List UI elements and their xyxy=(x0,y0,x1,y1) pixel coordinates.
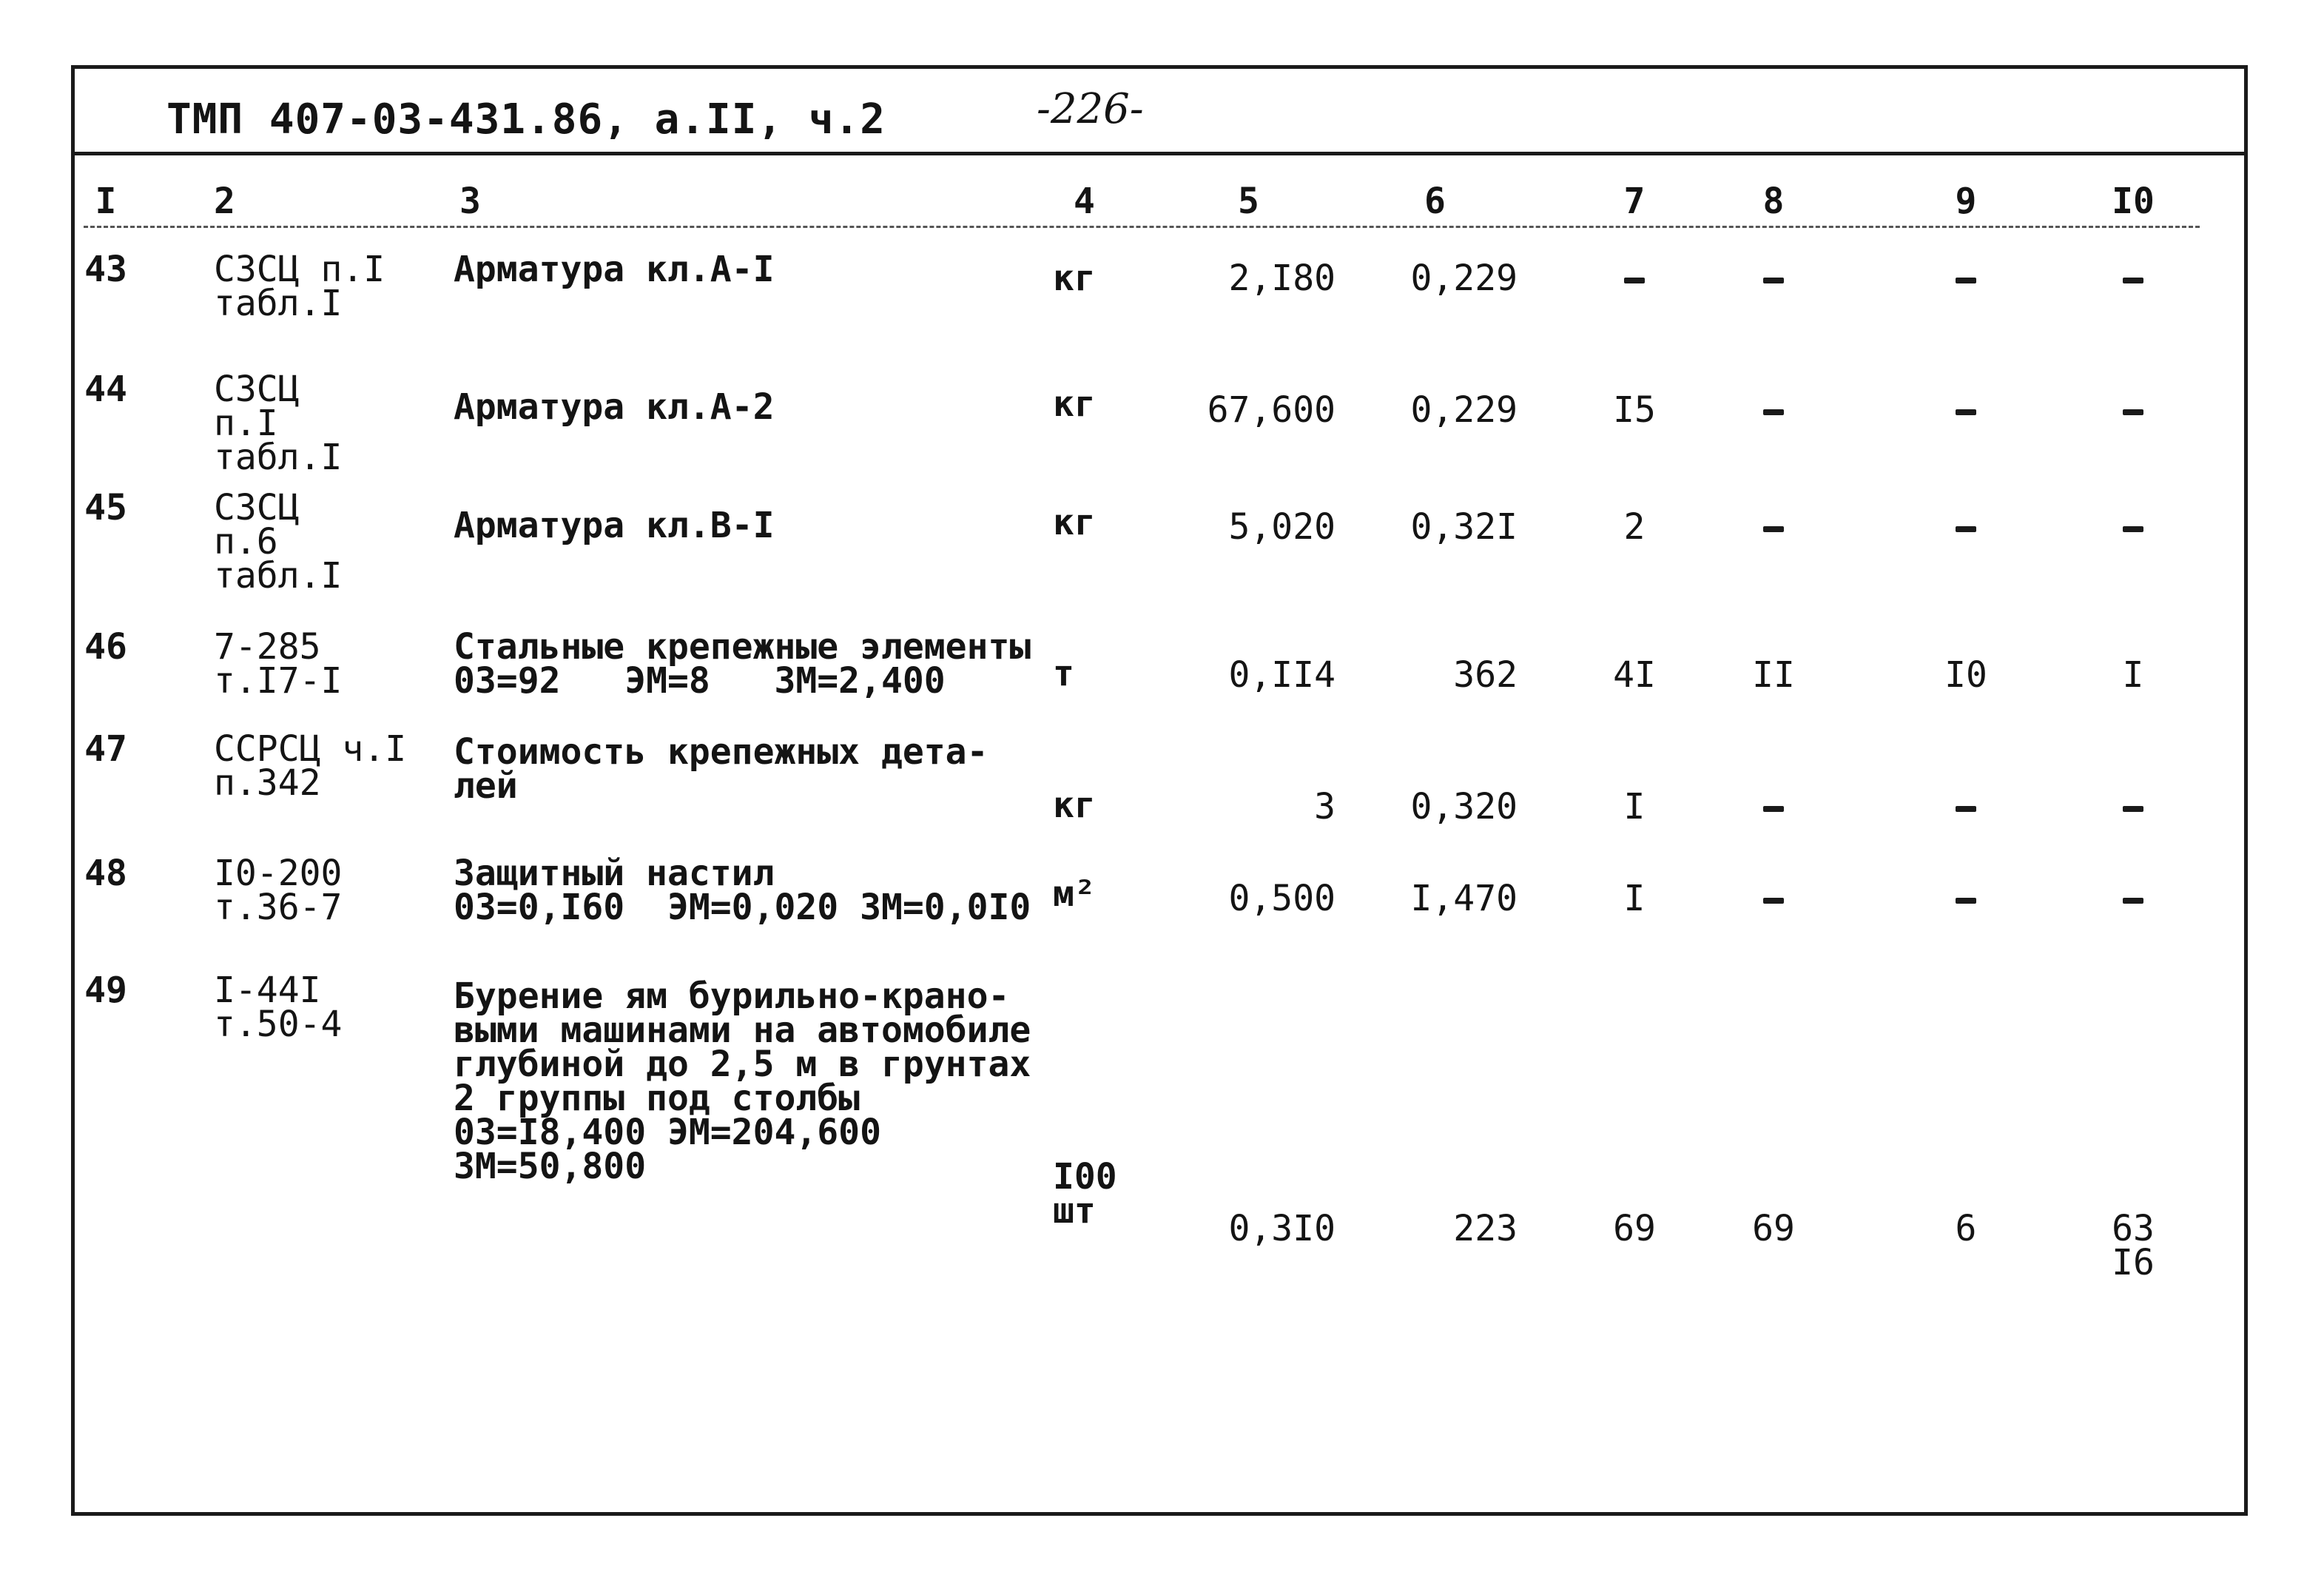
row-number: 43 xyxy=(84,249,127,290)
row-quantity: 5,020 xyxy=(1228,506,1336,548)
row-unit: I00 шт xyxy=(1053,1156,1117,1232)
column-number-2: 2 xyxy=(214,181,235,222)
row-price: I,470 xyxy=(1410,878,1518,919)
row-name: Стальные крепежные элементы 03=92 ЭМ=8 ЗМ=2,400 xyxy=(454,626,1031,702)
column-number-7: 7 xyxy=(1623,181,1646,222)
row-price: 223 xyxy=(1453,1208,1518,1249)
row-number: 47 xyxy=(84,728,127,770)
row-unit: кг xyxy=(1053,785,1096,826)
column-number-6: 6 xyxy=(1424,181,1446,222)
empty-value-dash xyxy=(1763,898,1784,904)
empty-value-dash xyxy=(1956,526,1976,532)
row-name: Защитный настил 03=0,I60 ЭМ=0,020 ЗМ=0,0I0 xyxy=(454,853,1031,928)
row-name: Арматура кл.А-2 xyxy=(454,386,775,428)
row-reference: СЗСЦ п.I табл.I xyxy=(214,369,343,478)
column-number-10: I0 xyxy=(2112,181,2155,222)
empty-value-dash xyxy=(1956,806,1976,812)
row-price: 0,229 xyxy=(1410,389,1518,431)
column-number-5: 5 xyxy=(1238,181,1259,222)
empty-value-dash xyxy=(1763,526,1784,532)
column-number-8: 8 xyxy=(1762,181,1785,222)
empty-value-dash xyxy=(2123,409,2143,415)
empty-value-dash xyxy=(2123,526,2143,532)
empty-value-dash xyxy=(2123,806,2143,812)
row-unit: т xyxy=(1053,653,1074,694)
row-value-col7: 69 xyxy=(1613,1208,1656,1249)
row-price: 0,229 xyxy=(1410,258,1518,299)
empty-value-dash xyxy=(1763,806,1784,812)
row-unit: м² xyxy=(1053,873,1096,915)
column-number-divider xyxy=(84,226,2200,228)
row-number: 44 xyxy=(84,369,127,410)
empty-value-dash xyxy=(2123,278,2143,283)
row-unit: кг xyxy=(1053,502,1096,543)
row-reference: СЗСЦ п.6 табл.I xyxy=(214,487,343,597)
row-name: Стоимость крепежных дета- лей xyxy=(454,731,988,807)
row-name: Арматура кл.А-I xyxy=(454,249,775,290)
row-reference: СЗСЦ п.I табл.I xyxy=(214,249,385,324)
row-reference: I0-200 т.36-7 xyxy=(214,853,343,928)
row-number: 49 xyxy=(84,970,127,1011)
row-quantity: 0,II4 xyxy=(1228,654,1336,696)
row-unit: кг xyxy=(1053,258,1096,299)
page-number: -226- xyxy=(1037,85,1144,133)
row-number: 45 xyxy=(84,487,127,528)
column-number-4: 4 xyxy=(1074,181,1095,222)
empty-value-dash xyxy=(1763,409,1784,415)
row-price: 0,320 xyxy=(1410,786,1518,827)
column-number-1: I xyxy=(95,181,117,222)
empty-value-dash xyxy=(1956,898,1976,904)
row-unit: кг xyxy=(1053,383,1096,425)
row-value-col9: I0 xyxy=(1944,654,1987,696)
document-frame xyxy=(71,65,2248,1516)
empty-value-dash xyxy=(2123,898,2143,904)
column-number-9: 9 xyxy=(1955,181,1977,222)
row-value-col10: I xyxy=(2122,654,2144,696)
row-number: 46 xyxy=(84,626,127,668)
row-value-col9: 6 xyxy=(1955,1208,1977,1249)
row-price: 362 xyxy=(1453,654,1518,696)
row-value-col7: I5 xyxy=(1613,389,1656,431)
row-value-col10: 63 I6 xyxy=(2112,1208,2155,1283)
row-value-col7: 4I xyxy=(1613,654,1656,696)
document-code: ТМП 407-03-431.86, а.II, ч.2 xyxy=(166,95,886,144)
empty-value-dash xyxy=(1763,278,1784,283)
row-quantity: 0,3I0 xyxy=(1228,1208,1336,1249)
empty-value-dash xyxy=(1624,278,1645,283)
row-reference: ССРСЦ ч.I п.342 xyxy=(214,728,407,804)
row-value-col8: II xyxy=(1752,654,1795,696)
row-price: 0,32I xyxy=(1410,506,1518,548)
row-reference: 7-285 т.I7-I xyxy=(214,626,343,702)
row-quantity: 0,500 xyxy=(1228,878,1336,919)
row-number: 48 xyxy=(84,853,127,894)
row-quantity: 67,600 xyxy=(1207,389,1336,431)
row-quantity: 2,I80 xyxy=(1228,258,1336,299)
row-quantity: 3 xyxy=(1314,786,1336,827)
row-value-col8: 69 xyxy=(1752,1208,1795,1249)
row-value-col7: I xyxy=(1623,878,1646,919)
row-name: Арматура кл.В-I xyxy=(454,505,775,546)
column-number-3: 3 xyxy=(459,181,481,222)
row-value-col7: 2 xyxy=(1623,506,1646,548)
row-reference: I-44I т.50-4 xyxy=(214,970,343,1045)
row-value-col7: I xyxy=(1623,786,1646,827)
row-name: Бурение ям бурильно-крано- выми машинами на автомобиле глубиной до 2,5 м в грунтах 2 группы под столбы 03=I8,400 ЭМ=204,600 ЗМ=50,800 xyxy=(454,975,1031,1187)
header-divider xyxy=(75,152,2244,155)
empty-value-dash xyxy=(1956,409,1976,415)
empty-value-dash xyxy=(1956,278,1976,283)
